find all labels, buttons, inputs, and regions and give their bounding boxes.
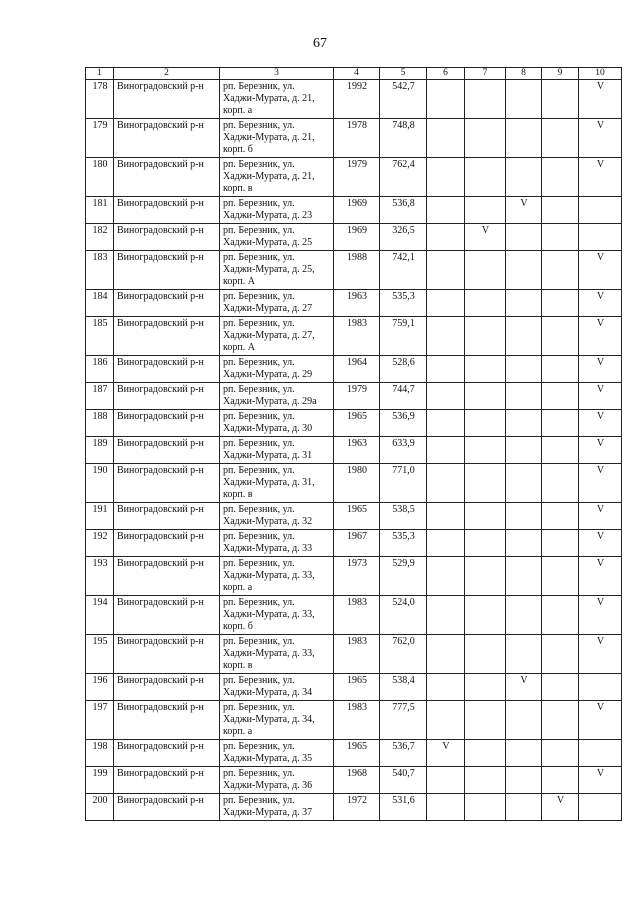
row-number-cell: 186 [86, 356, 114, 383]
table-row [86, 197, 622, 224]
district-cell: Виноградовский р-н [114, 464, 220, 503]
district-cell: Виноградовский р-н [114, 635, 220, 674]
column-10-mark-cell: V [579, 158, 622, 197]
column-6-mark-cell [427, 701, 465, 740]
address-cell: рп. Березник, ул. Хаджи-Мурата, д. 27 [220, 290, 334, 317]
column-7-mark-cell [465, 119, 506, 158]
table-row [86, 635, 622, 674]
table-row [86, 557, 622, 596]
year-built-cell: 1965 [334, 740, 380, 767]
column-7-mark-cell [465, 635, 506, 674]
address-cell: рп. Березник, ул. Хаджи-Мурата, д. 30 [220, 410, 334, 437]
column-8-mark-cell [506, 794, 542, 821]
column-7-mark-cell [465, 437, 506, 464]
row-number-cell: 193 [86, 557, 114, 596]
area-cell: 536,8 [380, 197, 427, 224]
row-number-cell: 178 [86, 80, 114, 119]
column-8-mark-cell [506, 383, 542, 410]
area-cell: 744,7 [380, 383, 427, 410]
column-7-mark-cell [465, 251, 506, 290]
column-9-mark-cell [542, 530, 579, 557]
column-10-mark-cell: V [579, 530, 622, 557]
table-row [86, 701, 622, 740]
column-6-mark-cell: V [427, 740, 465, 767]
table-row [86, 503, 622, 530]
address-cell: рп. Березник, ул. Хаджи-Мурата, д. 33, корп. в [220, 635, 334, 674]
column-10-mark-cell: V [579, 383, 622, 410]
column-10-mark-cell [579, 740, 622, 767]
column-header: 3 [220, 68, 334, 80]
table-row [86, 794, 622, 821]
address-cell: рп. Березник, ул. Хаджи-Мурата, д. 37 [220, 794, 334, 821]
district-cell: Виноградовский р-н [114, 290, 220, 317]
column-7-mark-cell [465, 557, 506, 596]
address-cell: рп. Березник, ул. Хаджи-Мурата, д. 35 [220, 740, 334, 767]
row-number-cell: 200 [86, 794, 114, 821]
table-row [86, 383, 622, 410]
column-10-mark-cell [579, 674, 622, 701]
column-8-mark-cell [506, 356, 542, 383]
column-number-header-row [86, 68, 622, 80]
column-6-mark-cell [427, 437, 465, 464]
year-built-cell: 1983 [334, 635, 380, 674]
area-cell: 762,0 [380, 635, 427, 674]
column-8-mark-cell [506, 224, 542, 251]
column-8-mark-cell [506, 317, 542, 356]
table-row [86, 410, 622, 437]
district-cell: Виноградовский р-н [114, 557, 220, 596]
area-cell: 742,1 [380, 251, 427, 290]
year-built-cell: 1983 [334, 317, 380, 356]
address-cell: рп. Березник, ул. Хаджи-Мурата, д. 25 [220, 224, 334, 251]
column-7-mark-cell [465, 530, 506, 557]
row-number-cell: 195 [86, 635, 114, 674]
year-built-cell: 1988 [334, 251, 380, 290]
year-built-cell: 1972 [334, 794, 380, 821]
column-header: 7 [465, 68, 506, 80]
column-7-mark-cell: V [465, 224, 506, 251]
address-cell: рп. Березник, ул. Хаджи-Мурата, д. 23 [220, 197, 334, 224]
year-built-cell: 1967 [334, 530, 380, 557]
housing-registry-table [85, 67, 622, 821]
column-9-mark-cell [542, 197, 579, 224]
column-10-mark-cell: V [579, 290, 622, 317]
area-cell: 529,9 [380, 557, 427, 596]
column-6-mark-cell [427, 557, 465, 596]
table-row [86, 251, 622, 290]
column-7-mark-cell [465, 794, 506, 821]
address-cell: рп. Березник, ул. Хаджи-Мурата, д. 29а [220, 383, 334, 410]
column-6-mark-cell [427, 530, 465, 557]
row-number-cell: 198 [86, 740, 114, 767]
column-7-mark-cell [465, 503, 506, 530]
column-6-mark-cell [427, 251, 465, 290]
district-cell: Виноградовский р-н [114, 503, 220, 530]
area-cell: 771,0 [380, 464, 427, 503]
row-number-cell: 189 [86, 437, 114, 464]
table-row [86, 224, 622, 251]
column-header: 2 [114, 68, 220, 80]
table-row [86, 119, 622, 158]
column-10-mark-cell: V [579, 596, 622, 635]
year-built-cell: 1983 [334, 701, 380, 740]
column-9-mark-cell [542, 557, 579, 596]
column-9-mark-cell: V [542, 794, 579, 821]
column-10-mark-cell: V [579, 317, 622, 356]
column-8-mark-cell [506, 437, 542, 464]
address-cell: рп. Березник, ул. Хаджи-Мурата, д. 31, корп. в [220, 464, 334, 503]
district-cell: Виноградовский р-н [114, 674, 220, 701]
column-8-mark-cell [506, 410, 542, 437]
district-cell: Виноградовский р-н [114, 356, 220, 383]
column-6-mark-cell [427, 464, 465, 503]
column-7-mark-cell [465, 383, 506, 410]
column-9-mark-cell [542, 383, 579, 410]
year-built-cell: 1964 [334, 356, 380, 383]
column-9-mark-cell [542, 317, 579, 356]
table-row [86, 437, 622, 464]
column-7-mark-cell [465, 674, 506, 701]
column-header: 5 [380, 68, 427, 80]
year-built-cell: 1983 [334, 596, 380, 635]
area-cell: 759,1 [380, 317, 427, 356]
column-8-mark-cell [506, 158, 542, 197]
column-9-mark-cell [542, 158, 579, 197]
column-9-mark-cell [542, 410, 579, 437]
column-9-mark-cell [542, 464, 579, 503]
year-built-cell: 1969 [334, 224, 380, 251]
address-cell: рп. Березник, ул. Хаджи-Мурата, д. 31 [220, 437, 334, 464]
year-built-cell: 1965 [334, 674, 380, 701]
column-7-mark-cell [465, 356, 506, 383]
column-6-mark-cell [427, 596, 465, 635]
area-cell: 540,7 [380, 767, 427, 794]
address-cell: рп. Березник, ул. Хаджи-Мурата, д. 33, корп. а [220, 557, 334, 596]
address-cell: рп. Березник, ул. Хаджи-Мурата, д. 29 [220, 356, 334, 383]
row-number-cell: 187 [86, 383, 114, 410]
address-cell: рп. Березник, ул. Хаджи-Мурата, д. 21, корп. в [220, 158, 334, 197]
address-cell: рп. Березник, ул. Хаджи-Мурата, д. 32 [220, 503, 334, 530]
column-8-mark-cell [506, 80, 542, 119]
column-8-mark-cell [506, 740, 542, 767]
district-cell: Виноградовский р-н [114, 197, 220, 224]
column-9-mark-cell [542, 701, 579, 740]
column-6-mark-cell [427, 503, 465, 530]
year-built-cell: 1979 [334, 383, 380, 410]
district-cell: Виноградовский р-н [114, 251, 220, 290]
column-9-mark-cell [542, 767, 579, 794]
column-9-mark-cell [542, 251, 579, 290]
column-8-mark-cell [506, 464, 542, 503]
column-6-mark-cell [427, 794, 465, 821]
address-cell: рп. Березник, ул. Хаджи-Мурата, д. 21, корп. а [220, 80, 334, 119]
column-7-mark-cell [465, 464, 506, 503]
table-row [86, 317, 622, 356]
area-cell: 326,5 [380, 224, 427, 251]
column-7-mark-cell [465, 80, 506, 119]
table-row [86, 767, 622, 794]
column-header: 4 [334, 68, 380, 80]
column-6-mark-cell [427, 767, 465, 794]
area-cell: 528,6 [380, 356, 427, 383]
page-number: 67 [313, 36, 327, 51]
district-cell: Виноградовский р-н [114, 410, 220, 437]
area-cell: 538,4 [380, 674, 427, 701]
area-cell: 748,8 [380, 119, 427, 158]
year-built-cell: 1963 [334, 290, 380, 317]
year-built-cell: 1963 [334, 437, 380, 464]
column-9-mark-cell [542, 119, 579, 158]
year-built-cell: 1969 [334, 197, 380, 224]
column-8-mark-cell [506, 503, 542, 530]
row-number-cell: 191 [86, 503, 114, 530]
district-cell: Виноградовский р-н [114, 437, 220, 464]
column-7-mark-cell [465, 701, 506, 740]
column-6-mark-cell [427, 158, 465, 197]
area-cell: 777,5 [380, 701, 427, 740]
column-10-mark-cell: V [579, 701, 622, 740]
column-10-mark-cell [579, 224, 622, 251]
column-6-mark-cell [427, 224, 465, 251]
area-cell: 538,5 [380, 503, 427, 530]
address-cell: рп. Березник, ул. Хаджи-Мурата, д. 34 [220, 674, 334, 701]
column-7-mark-cell [465, 596, 506, 635]
column-10-mark-cell: V [579, 119, 622, 158]
column-10-mark-cell: V [579, 356, 622, 383]
column-8-mark-cell [506, 596, 542, 635]
column-6-mark-cell [427, 317, 465, 356]
column-6-mark-cell [427, 197, 465, 224]
row-number-cell: 190 [86, 464, 114, 503]
year-built-cell: 1965 [334, 503, 380, 530]
column-8-mark-cell [506, 767, 542, 794]
district-cell: Виноградовский р-н [114, 80, 220, 119]
row-number-cell: 181 [86, 197, 114, 224]
column-9-mark-cell [542, 674, 579, 701]
column-9-mark-cell [542, 635, 579, 674]
district-cell: Виноградовский р-н [114, 740, 220, 767]
district-cell: Виноградовский р-н [114, 596, 220, 635]
table-row [86, 158, 622, 197]
address-cell: рп. Березник, ул. Хаджи-Мурата, д. 25, корп. А [220, 251, 334, 290]
column-8-mark-cell [506, 530, 542, 557]
row-number-cell: 184 [86, 290, 114, 317]
year-built-cell: 1965 [334, 410, 380, 437]
table-row [86, 356, 622, 383]
row-number-cell: 199 [86, 767, 114, 794]
column-9-mark-cell [542, 80, 579, 119]
column-10-mark-cell: V [579, 635, 622, 674]
column-8-mark-cell [506, 290, 542, 317]
address-cell: рп. Березник, ул. Хаджи-Мурата, д. 34, корп. а [220, 701, 334, 740]
area-cell: 536,9 [380, 410, 427, 437]
column-8-mark-cell [506, 557, 542, 596]
row-number-cell: 183 [86, 251, 114, 290]
area-cell: 536,7 [380, 740, 427, 767]
row-number-cell: 192 [86, 530, 114, 557]
district-cell: Виноградовский р-н [114, 317, 220, 356]
column-9-mark-cell [542, 596, 579, 635]
area-cell: 762,4 [380, 158, 427, 197]
address-cell: рп. Березник, ул. Хаджи-Мурата, д. 27, корп. А [220, 317, 334, 356]
table-row [86, 674, 622, 701]
column-6-mark-cell [427, 80, 465, 119]
row-number-cell: 197 [86, 701, 114, 740]
column-6-mark-cell [427, 290, 465, 317]
row-number-cell: 194 [86, 596, 114, 635]
column-7-mark-cell [465, 410, 506, 437]
row-number-cell: 188 [86, 410, 114, 437]
year-built-cell: 1980 [334, 464, 380, 503]
column-6-mark-cell [427, 383, 465, 410]
column-9-mark-cell [542, 290, 579, 317]
year-built-cell: 1979 [334, 158, 380, 197]
column-7-mark-cell [465, 317, 506, 356]
column-header: 10 [579, 68, 622, 80]
column-8-mark-cell [506, 635, 542, 674]
district-cell: Виноградовский р-н [114, 158, 220, 197]
column-6-mark-cell [427, 119, 465, 158]
column-10-mark-cell: V [579, 464, 622, 503]
area-cell: 535,3 [380, 530, 427, 557]
district-cell: Виноградовский р-н [114, 530, 220, 557]
column-10-mark-cell: V [579, 437, 622, 464]
row-number-cell: 179 [86, 119, 114, 158]
district-cell: Виноградовский р-н [114, 119, 220, 158]
row-number-cell: 180 [86, 158, 114, 197]
row-number-cell: 185 [86, 317, 114, 356]
column-6-mark-cell [427, 635, 465, 674]
column-8-mark-cell: V [506, 197, 542, 224]
address-cell: рп. Березник, ул. Хаджи-Мурата, д. 33 [220, 530, 334, 557]
column-8-mark-cell [506, 701, 542, 740]
column-9-mark-cell [542, 437, 579, 464]
column-10-mark-cell: V [579, 767, 622, 794]
area-cell: 531,6 [380, 794, 427, 821]
column-header: 1 [86, 68, 114, 80]
column-7-mark-cell [465, 767, 506, 794]
column-10-mark-cell: V [579, 251, 622, 290]
column-9-mark-cell [542, 224, 579, 251]
table-row [86, 530, 622, 557]
year-built-cell: 1978 [334, 119, 380, 158]
column-7-mark-cell [465, 158, 506, 197]
row-number-cell: 182 [86, 224, 114, 251]
address-cell: рп. Березник, ул. Хаджи-Мурата, д. 36 [220, 767, 334, 794]
district-cell: Виноградовский р-н [114, 767, 220, 794]
column-9-mark-cell [542, 356, 579, 383]
column-7-mark-cell [465, 740, 506, 767]
area-cell: 524,0 [380, 596, 427, 635]
area-cell: 542,7 [380, 80, 427, 119]
column-10-mark-cell [579, 794, 622, 821]
row-number-cell: 196 [86, 674, 114, 701]
table-row [86, 740, 622, 767]
column-6-mark-cell [427, 410, 465, 437]
column-6-mark-cell [427, 356, 465, 383]
table-row [86, 80, 622, 119]
column-header: 6 [427, 68, 465, 80]
district-cell: Виноградовский р-н [114, 383, 220, 410]
column-10-mark-cell [579, 197, 622, 224]
column-8-mark-cell: V [506, 674, 542, 701]
district-cell: Виноградовский р-н [114, 794, 220, 821]
column-7-mark-cell [465, 197, 506, 224]
column-7-mark-cell [465, 290, 506, 317]
column-10-mark-cell: V [579, 557, 622, 596]
column-10-mark-cell: V [579, 410, 622, 437]
district-cell: Виноградовский р-н [114, 701, 220, 740]
column-header: 9 [542, 68, 579, 80]
column-9-mark-cell [542, 740, 579, 767]
column-8-mark-cell [506, 251, 542, 290]
year-built-cell: 1992 [334, 80, 380, 119]
district-cell: Виноградовский р-н [114, 224, 220, 251]
area-cell: 633,9 [380, 437, 427, 464]
column-header: 8 [506, 68, 542, 80]
column-8-mark-cell [506, 119, 542, 158]
address-cell: рп. Березник, ул. Хаджи-Мурата, д. 21, корп. б [220, 119, 334, 158]
area-cell: 535,3 [380, 290, 427, 317]
year-built-cell: 1973 [334, 557, 380, 596]
column-10-mark-cell: V [579, 80, 622, 119]
table-row [86, 596, 622, 635]
column-6-mark-cell [427, 674, 465, 701]
address-cell: рп. Березник, ул. Хаджи-Мурата, д. 33, корп. б [220, 596, 334, 635]
table-row [86, 464, 622, 503]
year-built-cell: 1968 [334, 767, 380, 794]
column-9-mark-cell [542, 503, 579, 530]
column-10-mark-cell: V [579, 503, 622, 530]
table-row [86, 290, 622, 317]
